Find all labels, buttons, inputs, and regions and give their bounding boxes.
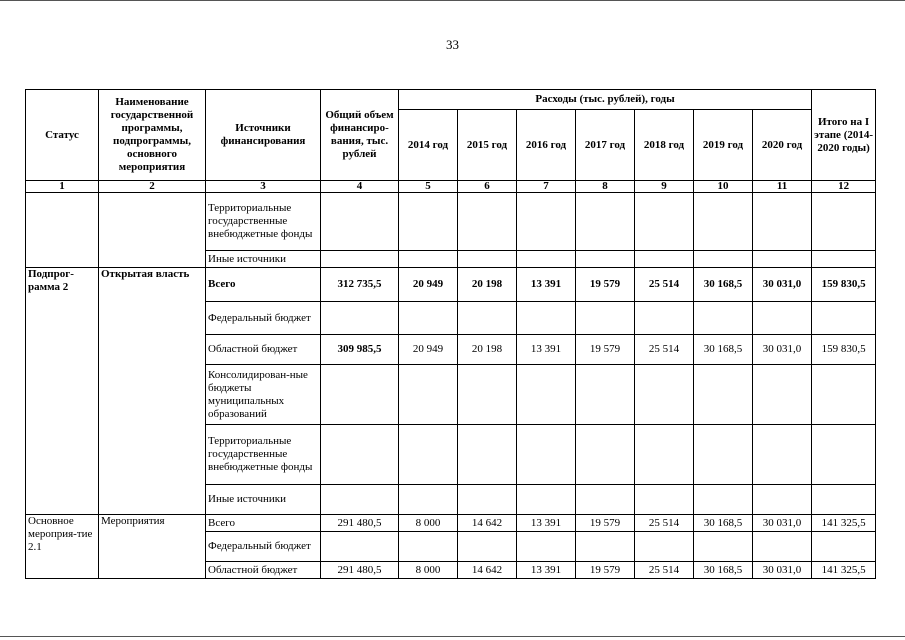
year-value: 14 642 xyxy=(458,515,517,532)
column-number: 4 xyxy=(321,181,399,193)
name-cell: Мероприятия xyxy=(99,515,206,579)
column-number: 5 xyxy=(399,181,458,193)
year-value: 30 031,0 xyxy=(753,335,812,365)
year-value: 19 579 xyxy=(576,562,635,579)
source-cell: Территориальные государственные внебюджетные фонды xyxy=(206,193,321,251)
stage-total-cell: 159 830,5 xyxy=(812,268,876,302)
scan-artifact-top xyxy=(0,0,905,1)
year-value: 25 514 xyxy=(635,335,694,365)
status-cell xyxy=(26,193,99,268)
source-cell: Консолидирован-ные бюджеты муниципальных образований xyxy=(206,365,321,425)
source-cell: Областной бюджет xyxy=(206,335,321,365)
header-expenses: Расходы (тыс. рублей), годы xyxy=(399,90,812,110)
column-number: 1 xyxy=(26,181,99,193)
column-number: 2 xyxy=(99,181,206,193)
source-cell: Иные источники xyxy=(206,485,321,515)
page-number: 33 xyxy=(446,37,459,52)
year-value: 25 514 xyxy=(635,562,694,579)
financing-table xyxy=(25,89,876,579)
header-status: Статус xyxy=(26,90,99,181)
year-value: 30 168,5 xyxy=(694,562,753,579)
header-total: Общий объем финансиро-вания, тыс. рублей xyxy=(321,90,399,181)
name-cell xyxy=(99,193,206,268)
header-year: 2016 год xyxy=(517,110,576,181)
year-value: 20 949 xyxy=(399,268,458,302)
column-number: 11 xyxy=(753,181,812,193)
year-value: 13 391 xyxy=(517,562,576,579)
total-cell: 309 985,5 xyxy=(321,335,399,365)
source-cell: Федеральный бюджет xyxy=(206,302,321,335)
year-value: 30 031,0 xyxy=(753,562,812,579)
table-row xyxy=(26,515,876,532)
table-row xyxy=(26,268,876,302)
year-value: 30 168,5 xyxy=(694,335,753,365)
year-value: 30 168,5 xyxy=(694,515,753,532)
year-value: 30 031,0 xyxy=(753,515,812,532)
status-cell: Основное мероприя-тие 2.1 xyxy=(26,515,99,579)
source-cell: Всего xyxy=(206,515,321,532)
table-row xyxy=(26,193,876,251)
total-cell: 291 480,5 xyxy=(321,515,399,532)
source-cell: Всего xyxy=(206,268,321,302)
header-sources: Источники финансирования xyxy=(206,90,321,181)
year-value: 20 949 xyxy=(399,335,458,365)
year-value: 13 391 xyxy=(517,515,576,532)
stage-total-cell: 141 325,5 xyxy=(812,562,876,579)
header-name: Наименование государственной программы, подпрограммы, основного мероприятия xyxy=(99,90,206,181)
source-cell: Территориальные государственные внебюджетные фонды xyxy=(206,425,321,485)
column-number: 6 xyxy=(458,181,517,193)
year-value: 13 391 xyxy=(517,335,576,365)
column-number: 12 xyxy=(812,181,876,193)
name-cell: Открытая власть xyxy=(99,268,206,515)
source-cell: Областной бюджет xyxy=(206,562,321,579)
header-year: 2015 год xyxy=(458,110,517,181)
year-value: 13 391 xyxy=(517,268,576,302)
status-cell: Подпрог-рамма 2 xyxy=(26,268,99,515)
year-value: 30 168,5 xyxy=(694,268,753,302)
column-number: 3 xyxy=(206,181,321,193)
header-year: 2019 год xyxy=(694,110,753,181)
source-cell: Федеральный бюджет xyxy=(206,532,321,562)
year-value: 20 198 xyxy=(458,268,517,302)
total-cell: 312 735,5 xyxy=(321,268,399,302)
column-number: 9 xyxy=(635,181,694,193)
header-year: 2017 год xyxy=(576,110,635,181)
stage-total-cell: 159 830,5 xyxy=(812,335,876,365)
header-year: 2014 год xyxy=(399,110,458,181)
column-number: 10 xyxy=(694,181,753,193)
column-number: 8 xyxy=(576,181,635,193)
total-cell: 291 480,5 xyxy=(321,562,399,579)
year-value: 19 579 xyxy=(576,515,635,532)
source-cell: Иные источники xyxy=(206,251,321,268)
year-value: 20 198 xyxy=(458,335,517,365)
stage-total-cell: 141 325,5 xyxy=(812,515,876,532)
year-value: 19 579 xyxy=(576,335,635,365)
year-value: 19 579 xyxy=(576,268,635,302)
header-stage-total: Итого на I этапе (2014-2020 годы) xyxy=(812,90,876,181)
year-value: 14 642 xyxy=(458,562,517,579)
header-year: 2020 год xyxy=(753,110,812,181)
year-value: 8 000 xyxy=(399,515,458,532)
column-number-row xyxy=(26,181,876,193)
year-value: 30 031,0 xyxy=(753,268,812,302)
year-value: 25 514 xyxy=(635,515,694,532)
header-year: 2018 год xyxy=(635,110,694,181)
scan-artifact-bottom xyxy=(0,636,905,637)
year-value: 8 000 xyxy=(399,562,458,579)
year-value: 25 514 xyxy=(635,268,694,302)
column-number: 7 xyxy=(517,181,576,193)
